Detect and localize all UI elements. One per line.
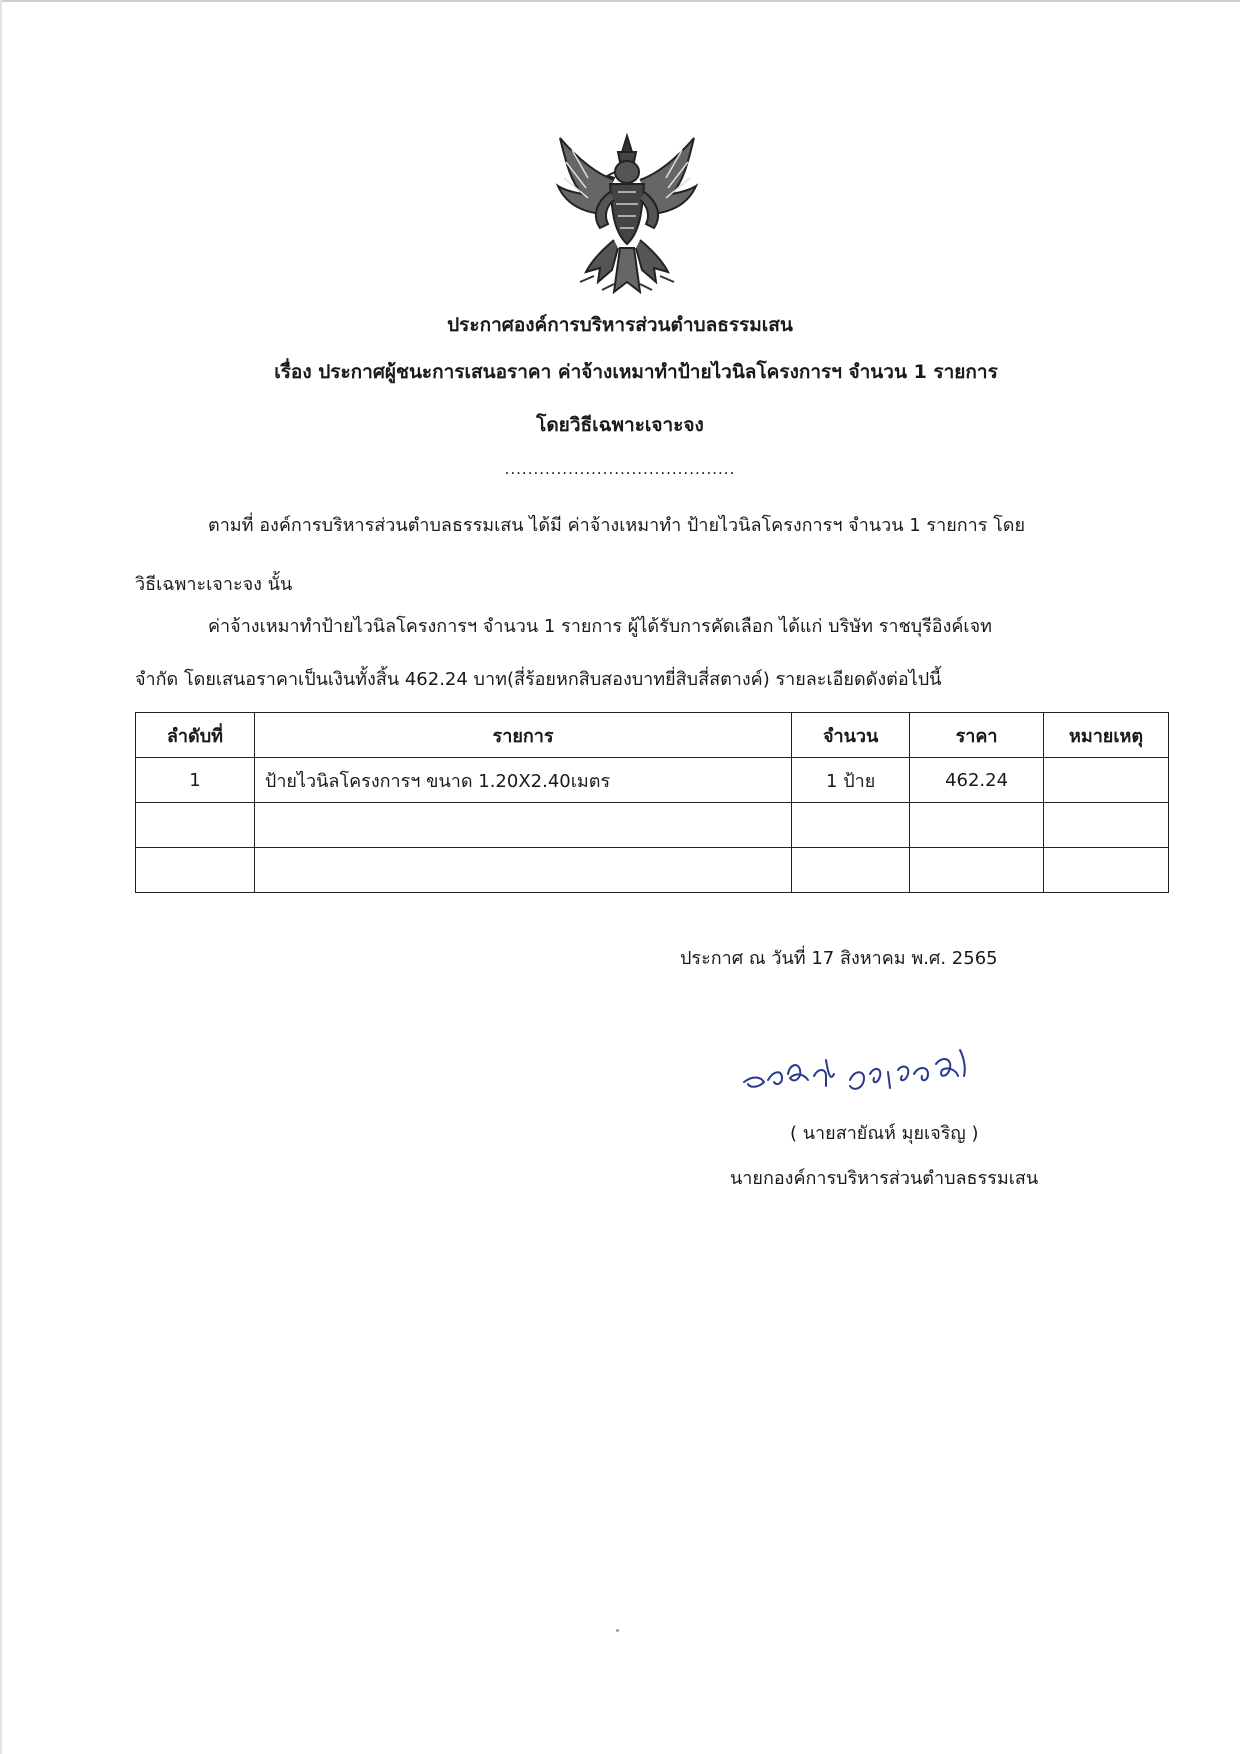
header-item: รายการ — [254, 713, 791, 758]
body-paragraph-2-cont: จำกัด โดยเสนอราคาเป็นเงินทั้งสิ้น 462.24 บาท(สี่ร้อยหกสิบสองบาทยี่สิบสี่สตางค์) รายละเอียดดังต่อไปนี้ — [135, 669, 942, 690]
handwritten-signature — [738, 1030, 998, 1100]
header-price: ราคา — [910, 713, 1044, 758]
table-row — [136, 848, 1169, 893]
cell-item — [254, 803, 791, 848]
cell-item — [254, 848, 791, 893]
document-title: ประกาศองค์การบริหารส่วนตำบลธรรมเสน — [447, 314, 793, 336]
cell-order — [136, 803, 255, 848]
signer-position: นายกองค์การบริหารส่วนตำบลธรรมเสน — [730, 1168, 1039, 1189]
header-remark: หมายเหตุ — [1044, 713, 1169, 758]
cell-quantity — [792, 848, 910, 893]
cell-remark — [1044, 758, 1169, 803]
cell-remark — [1044, 803, 1169, 848]
body-paragraph-1-cont: วิธีเฉพาะเจาะจง นั้น — [135, 574, 293, 595]
document-method: โดยวิธีเฉพาะเจาะจง — [536, 414, 704, 436]
cell-price — [910, 848, 1044, 893]
table-row — [136, 803, 1169, 848]
scan-edge-top — [0, 0, 1240, 2]
items-table — [135, 712, 1169, 893]
garuda-emblem-icon — [552, 132, 702, 300]
signer-name: ( นายสายัณห์ มุยเจริญ ) — [790, 1123, 979, 1144]
body-paragraph-1: ตามที่ องค์การบริหารส่วนตำบลธรรมเสน ได้มี ค่าจ้างเหมาทำ ป้ายไวนิลโครงการฯ จำนวน 1 รายการ โดย — [208, 515, 1026, 536]
scan-edge-left — [0, 0, 2, 1754]
header-quantity: จำนวน — [792, 713, 910, 758]
document-subject: เรื่อง ประกาศผู้ชนะการเสนอราคา ค่าจ้างเหมาทำป้ายไวนิลโครงการฯ จำนวน 1 รายการ — [274, 361, 998, 383]
announcement-date: ประกาศ ณ วันที่ 17 สิงหาคม พ.ศ. 2565 — [680, 948, 998, 969]
body-paragraph-2: ค่าจ้างเหมาทำป้ายไวนิลโครงการฯ จำนวน 1 รายการ ผู้ได้รับการคัดเลือก ได้แก่ บริษัท ราชบุรีอิงค์เจท — [208, 616, 992, 637]
header-order: ลำดับที่ — [136, 713, 255, 758]
cell-quantity — [792, 803, 910, 848]
table-header-row — [136, 713, 1169, 758]
table-row — [136, 758, 1169, 803]
cell-order: 1 — [136, 758, 255, 803]
cell-remark — [1044, 848, 1169, 893]
cell-price: 462.24 — [910, 758, 1044, 803]
cell-quantity: 1 ป้าย — [792, 758, 910, 803]
dotted-divider: ........................................ — [504, 460, 736, 478]
cell-item: ป้ายไวนิลโครงการฯ ขนาด 1.20X2.40เมตร — [254, 758, 791, 803]
cell-price — [910, 803, 1044, 848]
cell-order — [136, 848, 255, 893]
scan-speck — [616, 1629, 619, 1632]
